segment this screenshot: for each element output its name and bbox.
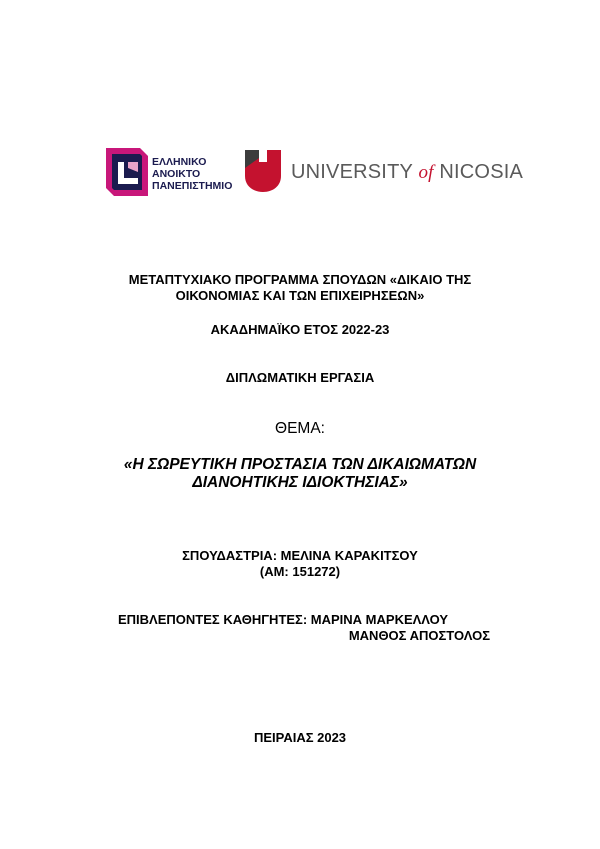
- hou-emblem-icon: [106, 148, 148, 196]
- thesis-title-line-2: ΔΙΑΝΟΗΤΙΚΗΣ ΙΔΙΟΚΤΗΣΙΑΣ»: [192, 474, 408, 491]
- student-registration-number: (ΑΜ: 151272): [259, 564, 341, 579]
- program-title-line-1: ΜΕΤΑΠΤΥΧΙΑΚΟ ΠΡΟΓΡΑΜΜΑ ΣΠΟΥΔΩΝ «ΔΙΚΑΙΟ ΤΗΣ: [128, 272, 472, 287]
- unic-wordmark: [291, 160, 523, 185]
- unic-word-nicosia: NICOSIA: [439, 161, 524, 183]
- unic-word-university: UNIVERSITY: [291, 161, 413, 183]
- document-type: ΔΙΠΛΩΜΑΤΙΚΗ ΕΡΓΑΣΙΑ: [225, 370, 375, 385]
- hou-name-line: ΑΝΟΙΚΤΟ: [152, 168, 201, 180]
- university-of-nicosia-logo: [245, 150, 524, 194]
- supervisor-line-2: ΜΑΝΘΟΣ ΑΠΟΣΤΟΛΟΣ: [348, 628, 490, 643]
- place-and-year: ΠΕΙΡΑΙΑΣ 2023: [253, 730, 347, 745]
- unic-shield-icon: [245, 150, 281, 192]
- academic-year: ΑΚΑΔΗΜΑΪΚΟ ΕΤΟΣ 2022-23: [210, 322, 390, 337]
- hou-name-line: ΠΑΝΕΠΙΣΤΗΜΙΟ: [152, 180, 233, 192]
- supervisors-block: [118, 612, 490, 644]
- supervisor-line-1: ΕΠΙΒΛΕΠΟΝΤΕΣ ΚΑΘΗΓΗΤΕΣ: ΜΑΡΙΝΑ ΜΑΡΚΕΛΛΟΥ: [118, 612, 449, 627]
- student-name: ΣΠΟΥΔΑΣΤΡΙΑ: ΜΕΛΙΝΑ ΚΑΡΑΚΙΤΣΟΥ: [182, 548, 418, 563]
- topic-label: ΘΕΜΑ:: [275, 420, 325, 437]
- program-title-line-2: ΟΙΚΟΝΟΜΙΑΣ ΚΑΙ ΤΩΝ ΕΠΙΧΕΙΡΗΣΕΩΝ»: [175, 288, 425, 303]
- hou-name: [152, 156, 232, 192]
- thesis-title-line-1: «Η ΣΩΡΕΥΤΙΚΗ ΠΡΟΣΤΑΣΙΑ ΤΩΝ ΔΙΚΑΙΩΜΑΤΩΝ: [123, 456, 477, 473]
- hou-name-line: ΕΛΛΗΝΙΚΟ: [152, 156, 207, 168]
- hellenic-open-university-logo: [106, 148, 234, 196]
- unic-word-of: of: [418, 162, 434, 183]
